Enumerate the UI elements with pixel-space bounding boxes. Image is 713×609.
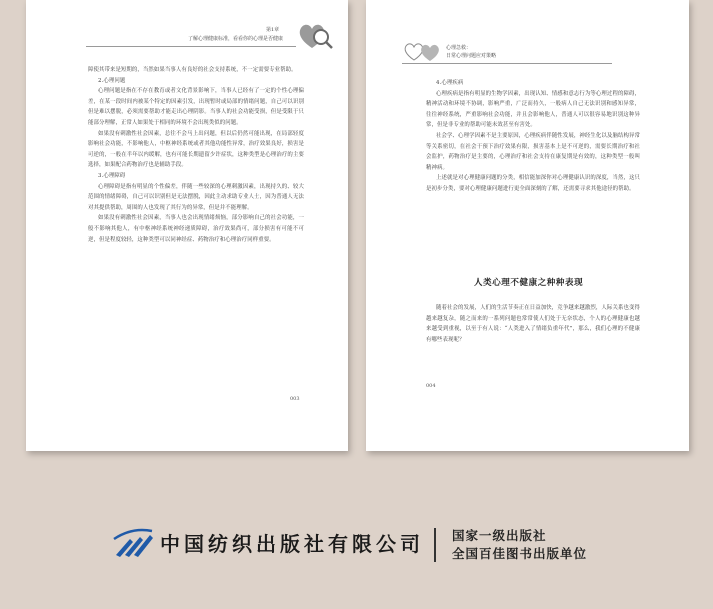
paragraph: 社会学、心理学因素不是主要原因，心理疾病伴随性发展，神经生化以及脑结构异常等关系密切，在社会干预下治疗效果有限，损害基本上是不可逆的，需要长期治疗和社会监护，药物治疗是主要的，心理治疗和社会支持在康复期是有效的，这种类型一般叫精神病。	[426, 132, 640, 171]
hearts-icon	[402, 40, 444, 64]
paragraph: 随着社会的发展，人们的生活节奏正在日益加快，竞争越来越激烈，人际关系也变得越来越复杂，随之而来的一系列问题也常常使人们处于无奈状态，个人的心理健康也越来越受到重视，以至于有人说：“人类进入了情绪负重年代”，那么，我们心理的不健康有哪些表现呢？	[426, 305, 640, 343]
left-page-body	[88, 65, 304, 245]
section-title: 人类心理不健康之种种表现	[474, 278, 584, 288]
paragraph: 心理疾病是指有明显的生物学因素，出现认知、情感和意志行为等心理过程的障碍，精神活动和环境不协调，影响严重，广泛而持久，一般病人自己无法识别和感知异常，往往神经系统，严重影响社会功能，并且会影响他人，普通人可以很容易地识别这种异常，但是非专业的帮助可能未效甚至有害处。	[426, 90, 640, 129]
header-title: 心理急救：	[446, 45, 472, 51]
paragraph: 心理问题是指在不存在教育或者文化背景影响下，当事人已经有了一定的个性心理偏差，在某一段时间内被某个特定的因素引发，出现暂时或局部的情绪问题，自己可以识别但是难以摆脱，必须需要帮助才能走出心理阴影。当事人的社会功能受损，但是受限于只能部分理解，正常人如果处于相同的环境不会出现类似的问题。	[88, 88, 304, 126]
paragraph: 上述就是对心理健康问题的分类，相信能加深你对心理健康认识的深度，当然，这只是初步分类，要对心理健康问题进行更全面深刻的了解，还需要寻求其他途径的帮助。	[426, 175, 640, 192]
book-page-left	[26, 0, 348, 451]
brand-divider	[434, 528, 436, 562]
paragraph: 障使其带来是短期的，当然如果当事人有良好的社会支持系统，不一定需要专业帮助。	[88, 67, 297, 73]
section-body	[426, 303, 640, 345]
chapter-label: 第1章	[266, 27, 280, 33]
running-title: 了解心理健康标准，看看你的心理是否健康	[188, 36, 284, 42]
header-rule	[86, 46, 296, 47]
heart-magnifier-icon	[296, 20, 336, 52]
paragraph: 如果没有刺激性社会因素，当事人也会出现情绪烦恼，部分影响自己的社会功能，一般不影响其他人，有中枢神经系统神经递质障碍，治疗效果尚可，部分损害有可能不可逆，但是程度较轻，这种类型可以同神经症、药物治疗和心理治疗同样重要。	[88, 215, 304, 243]
header-rule	[402, 63, 612, 64]
right-page-body	[426, 78, 640, 195]
subheading: 2.心理问题	[98, 77, 126, 84]
publisher-award: 全国百佳图书出版单位	[452, 546, 588, 561]
subheading: 4.心理疾病	[436, 80, 464, 86]
publisher-name: 中国纺织出版社有限公司	[160, 532, 424, 556]
page-number: 004	[426, 383, 436, 389]
publisher-logo-icon	[112, 525, 154, 559]
book-page-right	[366, 0, 689, 451]
subheading: 3.心理障碍	[98, 172, 126, 179]
paragraph: 心理障碍是指有明显的个性偏差，伴随一些较深的心理刺激因素，出现持久的、较大范围的情绪障碍，自己可以识别但是无法摆脱，因此主动求助专业人士，因为普通人无法对其提供帮助，周围的人也发现了其行为的异常，但是并不能理解。	[88, 183, 304, 211]
page-number: 003	[290, 396, 300, 402]
header-subtitle: 日常心理问题应对策略	[446, 53, 497, 59]
publisher-brand	[112, 520, 632, 570]
paragraph: 如果没有刺激性社会因素，总往不会马上出问题，但以后仍然可能出现，在局部轻度影响社会功能，不影响他人，中枢神经系统或者其他功能性异常，治疗效果良好，损害是可逆的，一般在半年以内缓解，也有可能长期遗留少许症状，这种类型是心理治疗的主要选择，如果配合药物治疗也是辅助手段。	[88, 130, 304, 169]
publisher-rank: 国家一级出版社	[452, 528, 547, 543]
